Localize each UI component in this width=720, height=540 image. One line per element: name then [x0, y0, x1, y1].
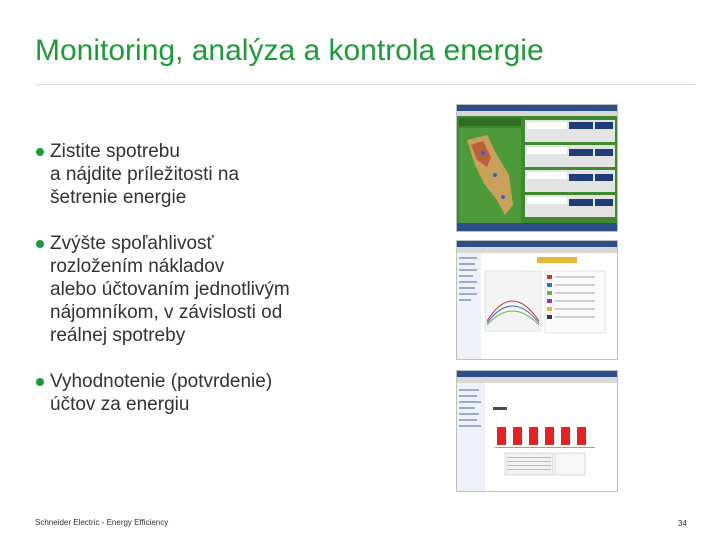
load-profile-screenshot: [456, 240, 618, 360]
bullet-dot-icon: [36, 148, 44, 156]
page-number: 34: [678, 519, 687, 528]
bullet-line: Zistite spotrebu: [50, 141, 180, 162]
footer-text: Schneider Electric - Energy Efficiency: [35, 518, 169, 527]
bullet-dot-icon: [36, 378, 44, 386]
bullet-line: účtov za energiu: [50, 394, 190, 415]
bullet-line: Vyhodnotenie (potvrdenie): [50, 371, 273, 392]
bullet-item: [36, 370, 396, 416]
bullet-line: a nájdite príležitosti na: [50, 164, 240, 185]
bullet-line: alebo účtovaním jednotlivým: [50, 279, 290, 300]
bullet-line: šetrenie energie: [50, 187, 187, 208]
bullet-item: [36, 140, 396, 209]
bill-verification-screenshot: [456, 370, 618, 492]
bullet-line: nájomníkom, v závislosti od: [50, 302, 283, 323]
bullet-line: reálnej spotreby: [50, 325, 186, 346]
title-divider: [35, 84, 695, 85]
bullet-item: [36, 232, 396, 347]
bullet-line: Zvýšte spoľahlivosť: [50, 233, 214, 254]
bullet-dot-icon: [36, 240, 44, 248]
bullet-list: [36, 140, 396, 439]
slide-title: Monitoring, analýza a kontrola energie: [35, 34, 544, 67]
bullet-line: rozložením nákladov: [50, 256, 225, 277]
map-dashboard-screenshot: [456, 104, 618, 232]
